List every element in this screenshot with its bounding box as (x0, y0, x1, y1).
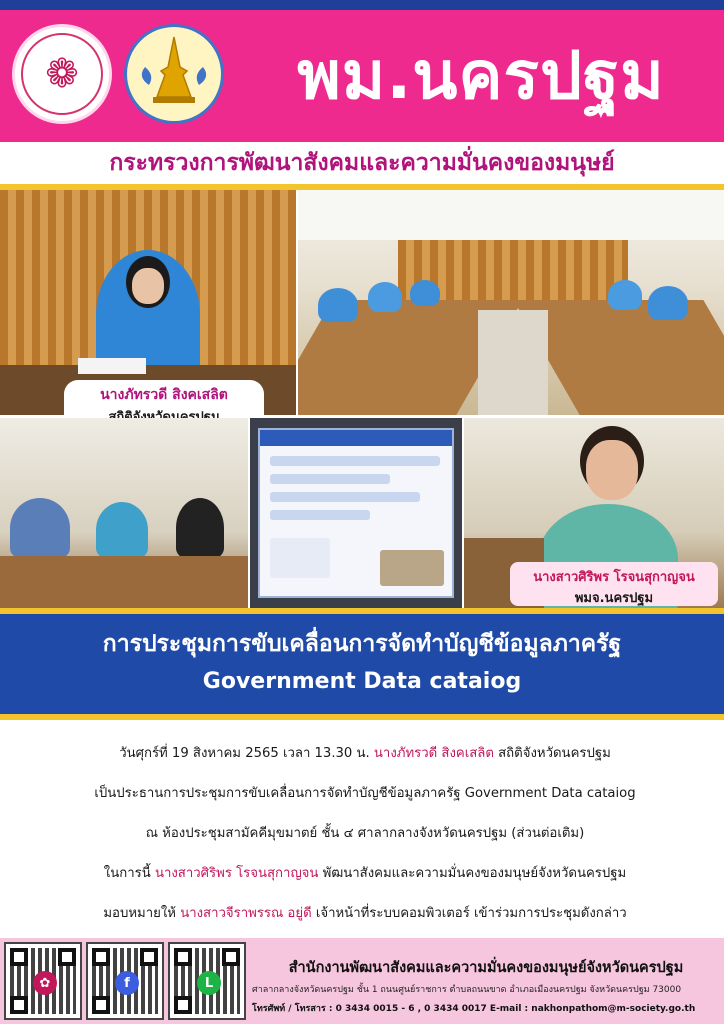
footer-org: สำนักงานพัฒนาสังคมและความมั่นคงของมนุษย์จังหวัดนครปฐม (288, 960, 684, 976)
caption-role: พมจ.นครปฐม (574, 591, 654, 606)
text: ในการนี้ (103, 866, 151, 881)
qr-code-facebook[interactable] (86, 942, 164, 1020)
paragraph-line (20, 854, 710, 894)
text: วันศุกร์ที่ 19 สิงหาคม 2565 เวลา 13.30 น. (119, 746, 370, 761)
person-name: นางภัทรวดี สิงคเสลิต (373, 746, 494, 761)
person-name: นางสาวจีราพรรณ อยู่ดี (180, 906, 312, 921)
photo-screen (250, 418, 462, 608)
seal-icon: ✿ (33, 971, 57, 995)
footer-contact[interactable]: โทรศัพท์ / โทรสาร : 0 3434 0015 - 6 , 0 3434 0017 E-mail : nakhonpathom@m-society.go.th (252, 1004, 696, 1014)
photo-meeting-room (298, 190, 724, 415)
headline-panel (0, 614, 724, 714)
ministry-name: กระทรวงการพัฒนาสังคมและความมั่นคงของมนุษย์ (109, 150, 615, 176)
qr-code-website[interactable] (4, 942, 82, 1020)
photo-attendees (0, 418, 248, 608)
headline-english: Government Data cataiog (202, 669, 522, 694)
article-body (20, 734, 710, 934)
caption-name: นางภัทรวดี สิงคเสลิต (100, 387, 228, 403)
ministry-bar (0, 142, 724, 184)
provincial-seal-icon: ❁ (12, 24, 112, 124)
text: ณ ห้องประชุมสามัคคีมุขมาตย์ ชั้น ๔ ศาลากลางจังหวัดนครปฐม (ส่วนต่อเติม) (145, 826, 585, 841)
pagoda-emblem-icon (124, 24, 224, 124)
page-title: พม.นครปฐม (297, 37, 665, 114)
paragraph-line (20, 774, 710, 814)
qr-code-line[interactable] (168, 942, 246, 1020)
text: เป็นประธานการประชุมการขับเคลื่อนการจัดทำบัญชีข้อมูลภาครัฐ Government Data cataiog (94, 786, 636, 801)
divider (0, 714, 724, 720)
caption-director (510, 562, 718, 606)
paragraph-line (20, 894, 710, 934)
line-icon: L (197, 971, 221, 995)
top-strip (0, 0, 724, 10)
person-name: นางสาวศิริพร โรจนสุกาญจน (154, 866, 319, 881)
facebook-icon: f (115, 971, 139, 995)
text: พัฒนาสังคมและความมั่นคงของมนุษย์จังหวัดนครปฐม (322, 866, 627, 881)
text: เจ้าหน้าที่ระบบคอมพิวเตอร์ เข้าร่วมการประชุมดังกล่าว (315, 906, 627, 921)
text: สถิติจังหวัดนครปฐม (498, 746, 611, 761)
footer-address: ศาลากลางจังหวัดนครปฐม ชั้น 1 ถนนศูนย์ราชการ ตำบลถนนขาด อำเภอเมืองนครปฐม จังหวัดนครปฐม 73000 (252, 985, 682, 995)
text: มอบหมายให้ (103, 906, 176, 921)
paragraph-line (20, 814, 710, 854)
headline-thai: การประชุมการขับเคลื่อนการจัดทำบัญชีข้อมูลภาครัฐ (102, 631, 622, 657)
paragraph-line (20, 734, 710, 774)
caption-name: นางสาวศิริพร โรจนสุกาญจน (533, 570, 695, 585)
